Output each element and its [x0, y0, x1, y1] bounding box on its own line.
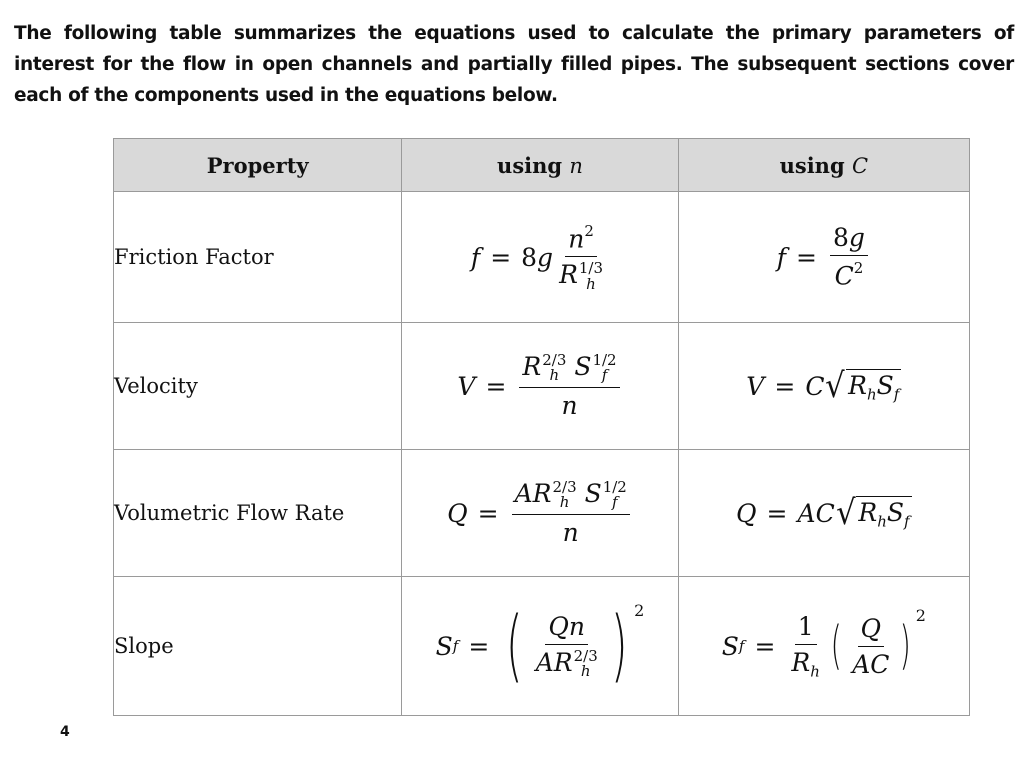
sym: S: [886, 497, 905, 527]
header-using-c: [678, 139, 969, 192]
sym: 2: [584, 221, 594, 240]
sym: =: [774, 371, 796, 401]
sym: h: [559, 493, 570, 512]
sym: S: [574, 351, 592, 381]
sym: 1/2: [602, 477, 627, 496]
sym: (: [506, 601, 523, 691]
sym: n: [561, 391, 578, 421]
sym: Q: [860, 613, 882, 643]
header-row: [114, 139, 970, 192]
sym: f: [452, 637, 459, 655]
fraction: [849, 614, 892, 679]
sym: S: [584, 478, 602, 508]
sym: 2: [915, 605, 926, 625]
sym: f: [776, 242, 787, 272]
velocity-using-n: [402, 323, 678, 450]
sym: A: [797, 498, 816, 528]
page-number: 4: [60, 724, 70, 740]
sym: A: [535, 647, 554, 677]
sym: C: [805, 371, 825, 401]
sym: g: [537, 242, 554, 272]
sym: R: [553, 647, 573, 677]
intro-paragraph: The following table summarizes the equations used to calculate the primary parameters of interest for the flow in open channels and partially filled pipes. The subsequent sections cover each of the components used in the equations below.: [14, 23, 1014, 106]
header-using-c-prefix: using: [779, 152, 845, 178]
sym: V: [457, 371, 476, 401]
sym: =: [477, 498, 499, 528]
sym: C: [834, 261, 854, 291]
row-label: Slope: [114, 577, 402, 716]
row-volumetric-flow-rate: [114, 450, 970, 577]
sym: ): [610, 601, 628, 691]
sym: Q: [548, 611, 569, 641]
sym: R: [522, 351, 542, 381]
sym: =: [485, 371, 507, 401]
row-label: Friction Factor: [114, 192, 402, 323]
sym: h: [549, 366, 560, 385]
row-slope: [114, 577, 970, 716]
equations-table: [113, 138, 970, 716]
slope-using-c: [678, 577, 969, 716]
sym: Q: [447, 498, 468, 528]
header-using-n-prefix: using: [497, 152, 563, 178]
sym: =: [796, 242, 817, 272]
velocity-using-c: [678, 323, 969, 450]
row-label: Volumetric Flow Rate: [114, 450, 402, 577]
row-friction-factor: [114, 192, 970, 323]
sym: S: [721, 631, 739, 661]
sym: n: [562, 518, 579, 548]
sym: =: [754, 631, 776, 661]
sym: h: [877, 512, 887, 531]
fraction: [512, 479, 630, 547]
sym: R: [791, 647, 811, 677]
sym: f: [470, 242, 481, 272]
sym: S: [435, 631, 453, 661]
sym: V: [746, 371, 765, 401]
sym: f: [601, 366, 608, 385]
sym: h: [810, 662, 820, 681]
sym: S: [876, 370, 894, 400]
sym: 2: [634, 601, 645, 620]
row-label: Velocity: [114, 323, 402, 450]
sym: 2/3: [552, 477, 577, 496]
sym: Q: [736, 498, 757, 528]
sym: n: [568, 224, 585, 253]
fraction: [830, 223, 868, 290]
flow-rate-using-n: [402, 450, 678, 577]
sym: 1/2: [592, 350, 617, 369]
sym: 1: [797, 611, 814, 641]
sym: =: [490, 242, 512, 272]
square-root: [824, 366, 901, 407]
flow-rate-using-c: [678, 450, 969, 577]
sym: =: [468, 631, 490, 661]
sym: g: [848, 223, 865, 253]
sym: h: [866, 385, 877, 404]
sym: ): [899, 616, 912, 676]
sym: 2/3: [542, 350, 567, 369]
sym: A: [852, 649, 871, 679]
friction-factor-using-c: [678, 192, 969, 323]
sym: C: [815, 498, 835, 528]
sym: R: [858, 497, 878, 527]
sym: A: [514, 478, 533, 508]
sym: R: [559, 260, 578, 289]
sym: R: [848, 370, 867, 400]
sym: 8: [832, 223, 849, 253]
header-using-c-symbol: C: [851, 153, 869, 178]
sym: (: [830, 616, 842, 676]
friction-factor-using-n: [402, 192, 678, 323]
sym: R: [532, 478, 552, 508]
sym: h: [580, 662, 591, 681]
header-property: Property: [114, 139, 402, 192]
header-using-n: [402, 139, 678, 192]
sym: 1/3: [578, 258, 604, 277]
sym: n: [568, 611, 586, 641]
sym: f: [904, 512, 910, 531]
sym: f: [738, 637, 745, 655]
sym: 8: [521, 242, 538, 272]
sym: f: [893, 385, 900, 404]
sym: √: [825, 366, 846, 407]
fraction: [533, 612, 601, 680]
square-root: [835, 493, 912, 534]
header-using-n-symbol: n: [569, 153, 583, 178]
sym: 2: [853, 259, 864, 278]
sym: C: [870, 649, 890, 679]
sym: h: [586, 274, 596, 293]
row-velocity: [114, 323, 970, 450]
slope-using-n: [402, 577, 678, 716]
sym: f: [611, 493, 618, 512]
sym: 2/3: [573, 646, 598, 665]
sym: √: [835, 493, 856, 534]
fraction: [788, 612, 823, 680]
fraction: [519, 352, 619, 420]
sym: =: [766, 498, 788, 528]
fraction: [556, 222, 606, 293]
